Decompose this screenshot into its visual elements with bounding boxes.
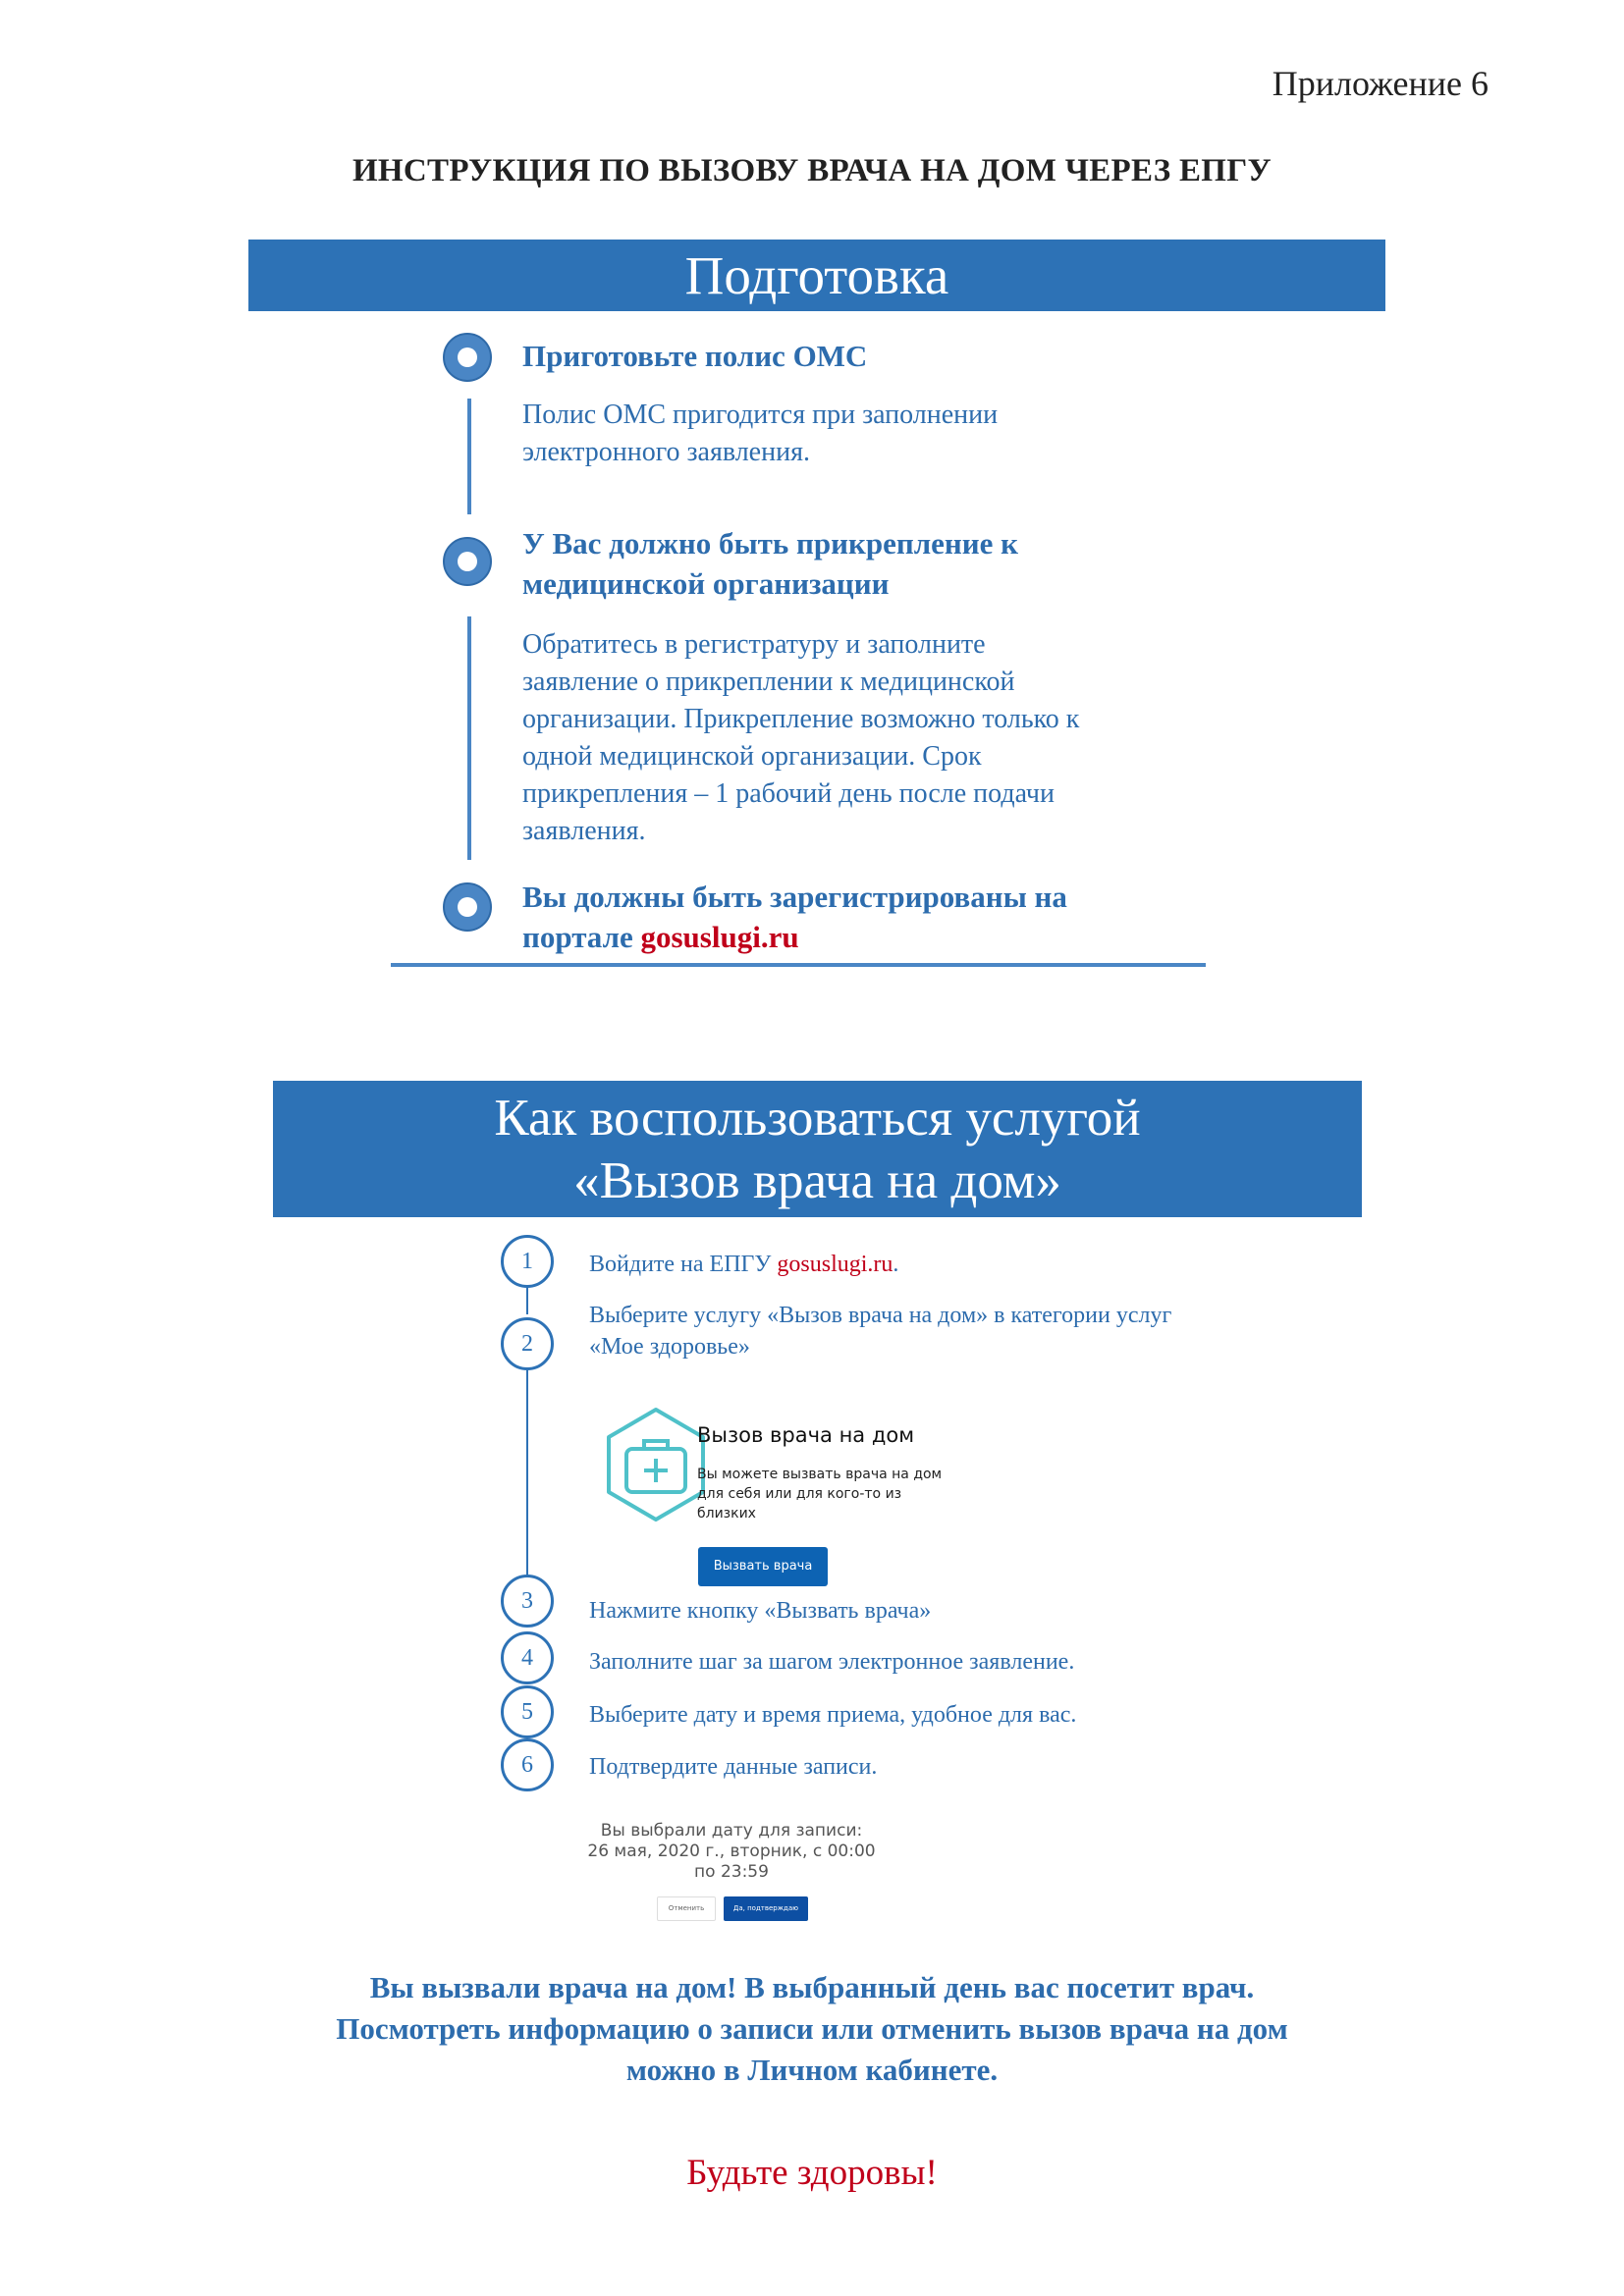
step-number-4: 4 — [501, 1631, 554, 1684]
steps-line — [526, 1287, 528, 1314]
step-marker-icon — [443, 333, 492, 382]
service-card-description — [697, 1465, 962, 1523]
step-6-text: Подтвердите данные записи. — [589, 1754, 878, 1780]
text-line: организации. Прикрепление возможно только к — [522, 704, 1080, 734]
document-title: ИНСТРУКЦИЯ ПО ВЫЗОВУ ВРАЧА НА ДОМ ЧЕРЕЗ ЕПГУ — [352, 153, 1272, 188]
message-line: Вы вызвали врача на дом! В выбранный день вас посетит врач. — [369, 1970, 1255, 2004]
service-card-title: Вызов врача на дом — [697, 1423, 915, 1447]
step-5-text: Выберите дату и время приема, удобное для вас. — [589, 1702, 1077, 1728]
step-number-2: 2 — [501, 1317, 554, 1370]
text-line: заявление о прикреплении к медицинской — [522, 667, 1015, 697]
final-message — [0, 1967, 1624, 2091]
text-line: прикрепления – 1 рабочий день после подачи — [522, 778, 1055, 809]
text-line: Выберите услугу «Вызов врача на дом» в категории услуг — [589, 1303, 1172, 1328]
step-marker-icon — [443, 882, 492, 932]
text-line: по 23:59 — [694, 1862, 769, 1882]
text-line: для себя или для кого-то из — [697, 1486, 902, 1502]
message-line: Посмотреть информацию о записи или отменить вызов врача на дом — [336, 2011, 1288, 2046]
steps-line — [526, 1370, 528, 1594]
gosuslugi-link[interactable]: gosuslugi.ru — [640, 920, 799, 954]
text-line: Вы выбрали дату для записи: — [600, 1821, 863, 1841]
text-line: Вы можете вызвать врача на дом — [697, 1467, 943, 1482]
step-text: . — [893, 1252, 899, 1277]
prep-item-3-heading — [522, 877, 1067, 957]
text-line: одной медицинской организации. Срок — [522, 741, 982, 772]
text-line: электронного заявления. — [522, 437, 810, 467]
step-2-text — [589, 1300, 1171, 1362]
text-line: 26 мая, 2020 г., вторник, с 00:00 — [587, 1842, 876, 1861]
closing-wish: Будьте здоровы! — [686, 2153, 938, 2193]
step-3-text: Нажмите кнопку «Вызвать врача» — [589, 1598, 932, 1624]
cancel-button[interactable]: Отменить — [657, 1896, 716, 1921]
step-marker-icon — [443, 537, 492, 586]
text-line: Обратитесь в регистратуру и заполните — [522, 629, 986, 660]
step-number-6: 6 — [501, 1738, 554, 1791]
message-line: можно в Личном кабинете. — [625, 2053, 999, 2087]
text-line: «Мое здоровье» — [589, 1334, 750, 1360]
timeline-line — [467, 616, 471, 860]
step-number-1: 1 — [501, 1235, 554, 1288]
prep-item-2-heading — [522, 523, 1018, 604]
confirm-button[interactable]: Да, подтверждаю — [724, 1896, 808, 1921]
step-text: Войдите на ЕПГУ — [589, 1252, 778, 1277]
usage-banner — [273, 1081, 1362, 1217]
text-line: Полис ОМС пригодится при заполнении — [522, 400, 999, 430]
text-line: близких — [697, 1506, 756, 1522]
banner-line: Как воспользоваться услугой — [494, 1090, 1141, 1147]
prep-item-1-text — [522, 397, 998, 471]
banner-line: «Вызов врача на дом» — [573, 1152, 1061, 1209]
step-1-text — [589, 1249, 898, 1280]
timeline-line — [467, 399, 471, 514]
heading-line — [522, 917, 1067, 957]
step-number-5: 5 — [501, 1685, 554, 1738]
heading-prefix: портале — [522, 920, 641, 954]
prep-item-2-text — [522, 626, 1079, 850]
appendix-label: Приложение 6 — [1272, 64, 1489, 103]
heading-line: медицинской организации — [522, 566, 890, 601]
step-4-text: Заполните шаг за шагом электронное заявление. — [589, 1649, 1075, 1675]
preparation-banner: Подготовка — [248, 240, 1385, 311]
confirmation-text — [569, 1821, 893, 1883]
prep-item-1-heading: Приготовьте полис ОМС — [522, 339, 868, 373]
section-divider — [391, 963, 1206, 967]
gosuslugi-link[interactable]: gosuslugi.ru — [777, 1252, 893, 1277]
call-doctor-button[interactable]: Вызвать врача — [698, 1547, 828, 1586]
heading-line: У Вас должно быть прикрепление к — [522, 526, 1018, 561]
step-number-3: 3 — [501, 1575, 554, 1628]
heading-line: Вы должны быть зарегистрированы на — [522, 880, 1067, 914]
text-line: заявления. — [522, 816, 646, 846]
